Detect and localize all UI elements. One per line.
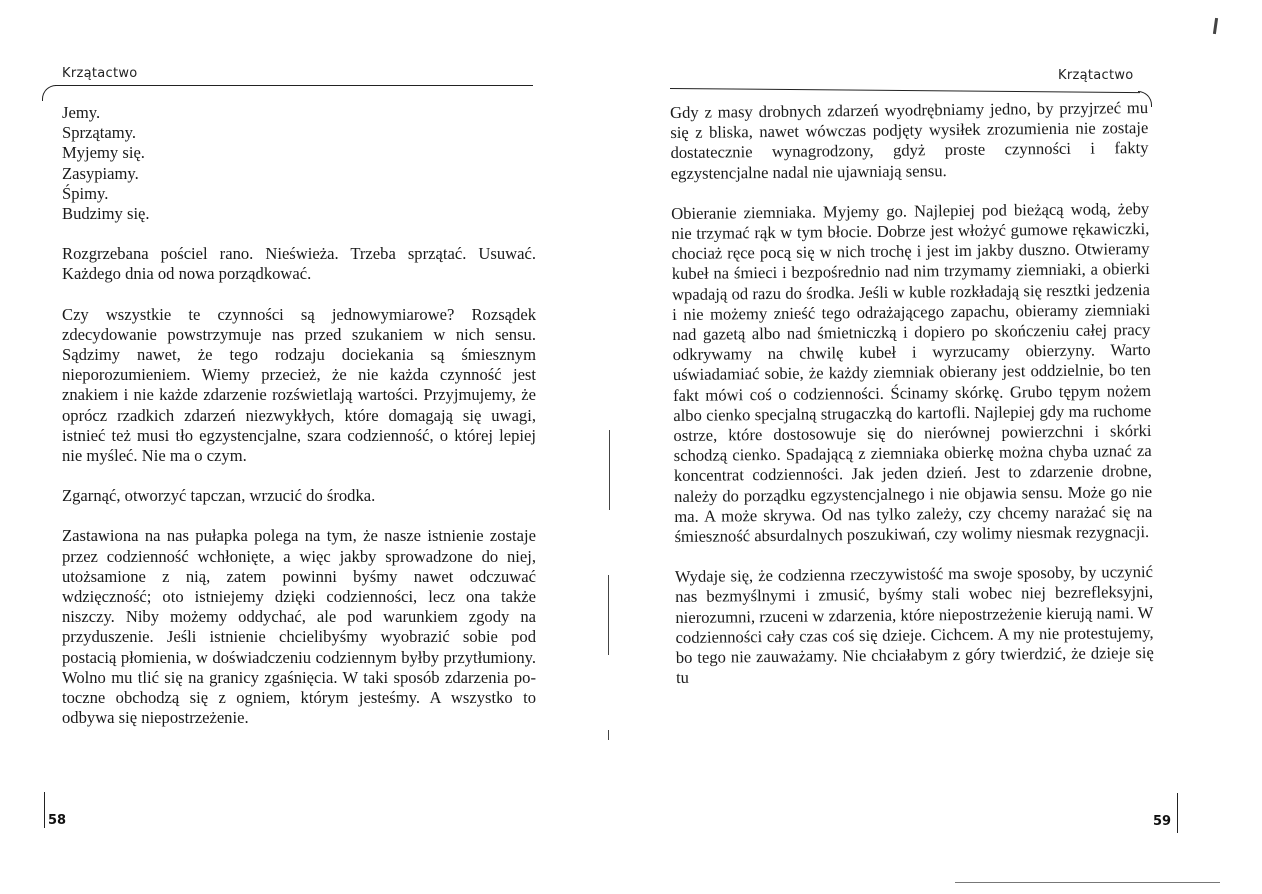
page-number-right: 59 <box>1153 814 1172 829</box>
poem-line: Myjemy się. <box>62 143 145 163</box>
poem <box>62 103 536 224</box>
poem-line: Budzimy się. <box>62 204 150 224</box>
left-text-block <box>62 103 536 728</box>
paragraph: Gdy z masy drobnych zdarzeń wyodrębniamy jedno, by przyjrzeć mu się z bliska, nawet wówczas podjęty wysiłek zrozumienia nie zostaje dostatecznie wynagrodzony, gdyż proste czynności i fakty egzystencjalne nadal nie ujawniają sensu. <box>670 97 1149 183</box>
gutter-mark <box>609 430 610 510</box>
page-number-left: 58 <box>48 813 67 828</box>
poem-line: Zasypiamy. <box>62 163 139 183</box>
gutter-mark <box>608 730 609 740</box>
paragraph: Zgarnąć, otworzyć tapczan, wrzucić do środka. <box>62 486 376 506</box>
paragraph: Rozgrzebana pościel rano. Nieświeża. Trzeba sprzątać. Usuwać. Każdego dnia od nowa porządkować. <box>62 244 536 284</box>
paragraph: Wydaje się, że codzienna rzeczywistość ma swoje sposoby, by uczynić nas bezmyślnymi i zmusić, byśmy stali wobec niej bezrefleksyjni, nierozumni, rzuceni w zdarzenia, które niepostrzeżenie kierują nami. W codzienności cały czas coś się dzieje. Cichcem. A my nie protestujemy, bo tego nie zauważamy. Nie chciałabym z góry twierdzić, że dzieje się tu <box>674 562 1154 688</box>
paragraph: Obieranie ziemniaka. Myjemy go. Najlepiej pod bieżącą wodą, żeby nie trzymać rąk w tym błocie. Dobrze jest włożyć gumowe rękawiczki, chociaż ręce pocą się w nich trochę i jest im jakby duszno. Otwieramy kubeł na śmieci i bezpośrednio nad nim trzymamy ziemniaki, a obierki wpadają od razu do środka. Jeśli w kuble rozkładają się resztki jedzenia i nie możemy znieść tego odrażającego zapachu, obieramy ziemniaki nad gazetą albo nad śmietniczką i dopiero po skończeniu całej pracy odkrywamy na chwilę kubeł i wyrzucamy obierzyny. Warto uświadamiać sobie, że każdy ziemniak obierany jest oddzielnie, bo ten fakt mówi coś o codzienności. Ścinamy skórkę. Grubo tępym nożem albo cienko specjalną strugaczką do kartofli. Najlepiej gdy ma ruchome ostrze, które dostosowuje się do nierównej powierzchni i skórki schodzą cienko. Spadającą z ziemniaka obierkę można chyba uznać za koncentrat codzienności. Jak jeden dzień. Jest to zdarzenie drobne, należy do porządku egzystencjalnego i nie objawia sensu. Może go nie ma. A może skrywa. Od nas tylko zależy, czy chcemy narażać się na śmieszność absurdalnych poszukiwań, czy wolimy niesmak rezygnacji. <box>671 198 1153 547</box>
poem-line: Jemy. <box>62 103 101 122</box>
poem-line: Śpimy. <box>62 183 109 203</box>
header-rule-left <box>55 85 533 86</box>
paragraph: Zastawiona na nas pułapka polega na tym, że nasze istnienie zostaje przez codzienność wchłonięte, a więc jakby sprowadzone do niej, utożsamione z nią, zatem powinni byśmy nawet odczuwać wdzięczność; oto istniejemy dzięki codzienności, lecz ona także niszczy. Niby możemy oddychać, ale pod warunkiem zgody na przyduszenie. Jeśli istnienie chcielibyśmy wyobrazić sobie pod postacią płomienia, w doświadczeniu codziennym byłby przytłumiony. Wolno mu tlić się na granicy zgaśnięcia. W taki sposób zdarzenia potoczne obchodzą się z ogniem, którym jesteśmy. A wszystko to odbywa się niepostrzeżenie. <box>62 526 536 728</box>
page-number-bar-left <box>44 792 45 828</box>
header-rule-hook-left <box>42 85 56 101</box>
paragraph: Czy wszystkie te czynności są jednowymiarowe? Rozsądek zdecydowanie powstrzymuje nas przed szukaniem w nich sensu. Sądzimy nawet, że tego rodzaju dociekania są śmiesznym nieporozumieniem. Wiemy przecież, że nie każda czynność jest znakiem i nie każde zdarzenie rozświetlają wartości. Przyjmujemy, że oprócz rzadkich zdarzeń niezwykłych, które domagają się uwagi, istnieć też musi tło egzystencjalne, szara codzienność, o której lepiej nie myśleć. Nie ma o czym. <box>62 304 536 466</box>
gutter-mark <box>608 575 609 655</box>
left-page <box>0 0 600 894</box>
right-page <box>620 0 1262 894</box>
header-rule-right <box>670 88 1140 93</box>
right-text-block <box>670 98 1154 688</box>
page-number-bar-right <box>1177 793 1178 833</box>
poem-line: Sprzątamy. <box>62 123 137 143</box>
running-header-right: Krzątactwo <box>1058 68 1134 83</box>
running-header-left: Krzątactwo <box>62 66 138 81</box>
